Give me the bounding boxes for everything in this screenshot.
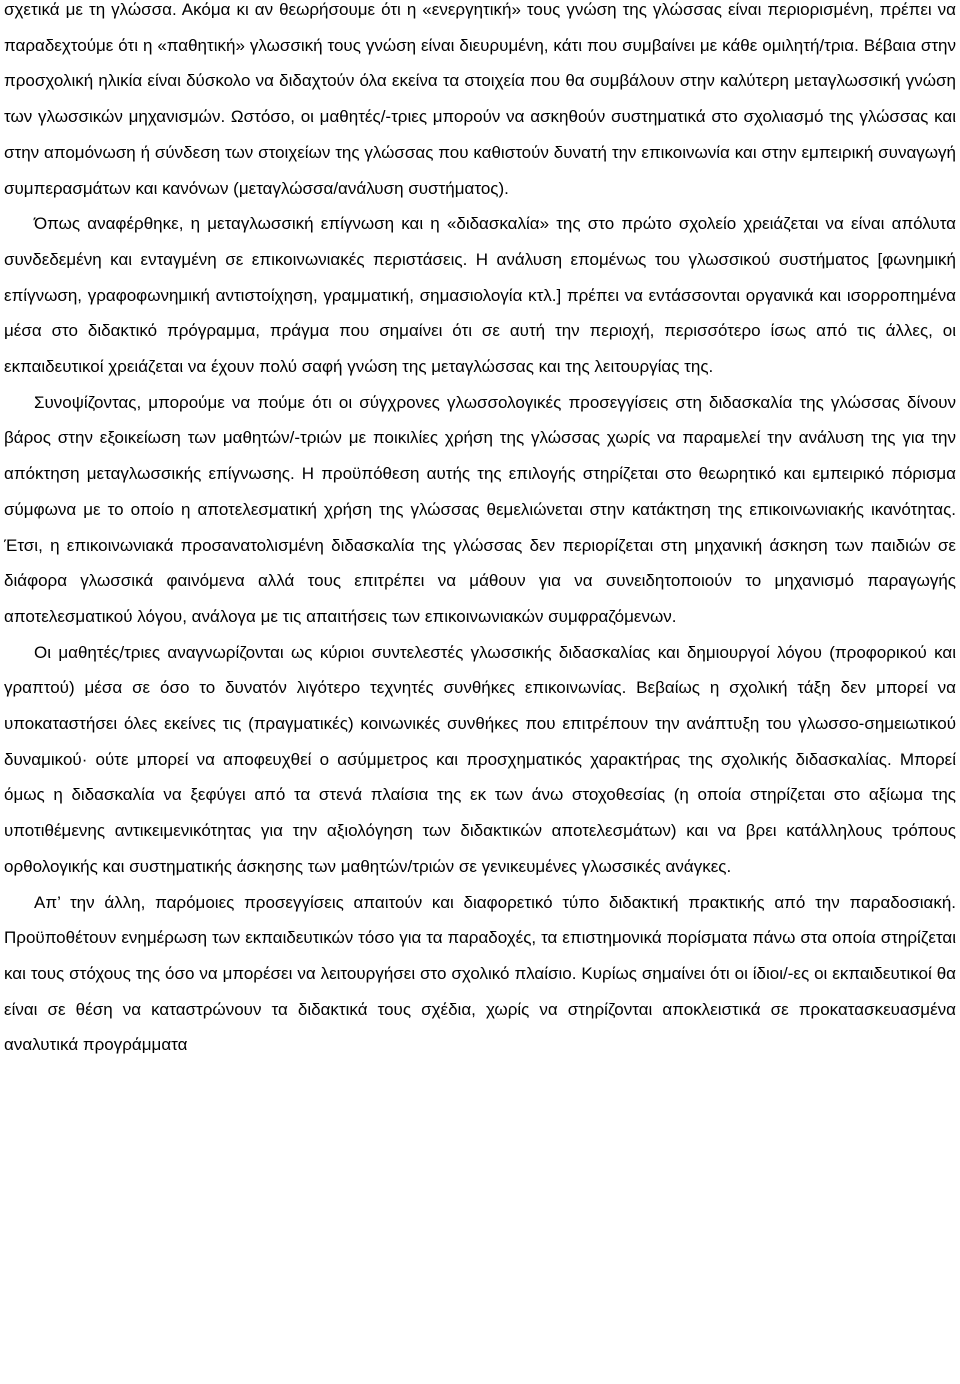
paragraph-2: Όπως αναφέρθηκε, η μεταγλωσσική επίγνωση και η «διδασκαλία» της στο πρώτο σχολείο χρειάζεται να είναι απόλυτα συνδεδεμένη και ενταγμένη σε επικοινωνιακές περιστάσεις. Η ανάλυση επομένως του γλωσσικού συστήματος [φωνημική επίγνωση, γραφοφωνημική αντιστοίχηση, γραμματική, σημασιολογία κτλ.] πρέπει να εντάσσονται οργανικά και ισορροπημένα μέσα στο διδακτικό πρόγραμμα, πράγμα που σημαίνει ότι σε αυτή την περιοχή, περισσότερο ίσως από τις άλλες, οι εκπαιδευτικοί χρειάζεται να έχουν πολύ σαφή γνώση της μεταγλώσσας και της λειτουργίας της. (4, 214, 956, 377)
paragraph-4: Οι μαθητές/τριες αναγνωρίζονται ως κύριοι συντελεστές γλωσσικής διδασκαλίας και δημιουργοί λόγου (προφορικού και γραπτού) μέσα σε όσο το δυνατόν λιγότερο τεχνητές συνθήκες επικοινωνίας. Βεβαίως η σχολική τάξη δεν μπορεί να υποκαταστήσει όλες εκείνες τις (πραγματικές) κοινωνικές συνθήκες που επιτρέπουν την ανάπτυξη του γλωσσο-σημειωτικού δυναμικού· ούτε μπορεί να αποφευχθεί ο ασύμμετρος και προσχηματικός χαρακτήρας της σχολικής διδασκαλίας. Μπορεί όμως η διδασκαλία να ξεφύγει από τα στενά πλαίσια της εκ των άνω στοχοθεσίας (η οποία στηρίζεται στο αξίωμα της υποτιθέμενης αντικειμενικότητας για την αξιολόγηση των διδακτικών αποτελεσμάτων) και να βρει κατάλληλους τρόπους ορθολογικής και συστηματικής άσκησης των μαθητών/τριών σε γενικευμένες γλωσσικές ανάγκες. (4, 642, 956, 876)
paragraph-3: Συνοψίζοντας, μπορούμε να πούμε ότι οι σύγχρονες γλωσσολογικές προσεγγίσεις στη διδασκαλία της γλώσσας δίνουν βάρος στην εξοικείωση των μαθητών/-τριών με ποικιλίες χρήση της γλώσσας χωρίς να παραμελεί την ανάλυση της για την απόκτηση μεταγλωσσικής επίγνωσης. Η προϋπόθεση αυτής της επιλογής στηρίζεται στο θεωρητικό και εμπειρικό πόρισμα σύμφωνα με το οποίο η αποτελεσματική χρήση της γλώσσας θεμελιώνεται στην κατάκτηση της επικοινωνιακής ικανότητας. Έτσι, η επικοινωνιακά προσανατολισμένη διδασκαλία της γλώσσας δεν περιορίζεται στη μηχανική άσκηση των παιδιών σε διάφορα γλωσσικά φαινόμενα αλλά τους επιτρέπει να μάθουν για να συνειδητοποιούν το μηχανισμό παραγωγής αποτελεσματικού λόγου, ανάλογα με τις απαιτήσεις των επικοινωνιακών συμφραζόμενων. (4, 392, 956, 626)
document-page (4, 0, 956, 1063)
paragraph-1: σχετικά με τη γλώσσα. Ακόμα κι αν θεωρήσουμε ότι η «ενεργητική» τους γνώση της γλώσσας είναι περιορισμένη, πρέπει να παραδεχτούμε ότι η «παθητική» γλωσσική τους γνώση είναι διευρυμένη, κάτι που συμβαίνει με κάθε ομιλητή/τρια. Βέβαια στην προσχολική ηλικία είναι δύσκολο να διδαχτούν όλα εκείνα τα στοιχεία που θα συμβάλουν στην καλύτερη μεταγλωσσική γνώση των γλωσσικών μηχανισμών. Ωστόσο, οι μαθητές/-τριες μπορούν να ασκηθούν συστηματικά στο σχολιασμό της γλώσσας και στην απομόνωση ή σύνδεση των στοιχείων της γλώσσας που καθιστούν δυνατή την επικοινωνία και στην εμπειρική συναγωγή συμπερασμάτων και κανόνων (μεταγλώσσα/ανάλυση συστήματος). (4, 0, 956, 198)
paragraph-5: Απ’ την άλλη, παρόμοιες προσεγγίσεις απαιτούν και διαφορετικό τύπο διδακτική πρακτικής από την παραδοσιακή. Προϋποθέτουν ενημέρωση των εκπαιδευτικών τόσο για τα παραδοχές, τα επιστημονικά πορίσματα πάνω στα οποία στηρίζεται και τους στόχους της όσο να μπορέσει να λειτουργήσει στο σχολικό πλαίσιο. Κυρίως σημαίνει ότι οι ίδιοι/-ες οι εκπαιδευτικοί θα είναι σε θέση να καταστρώνουν τα διδακτικά τους σχέδια, χωρίς να στηρίζονται αποκλειστικά σε προκατασκευασμένα αναλυτικά προγράμματα (4, 892, 956, 1055)
